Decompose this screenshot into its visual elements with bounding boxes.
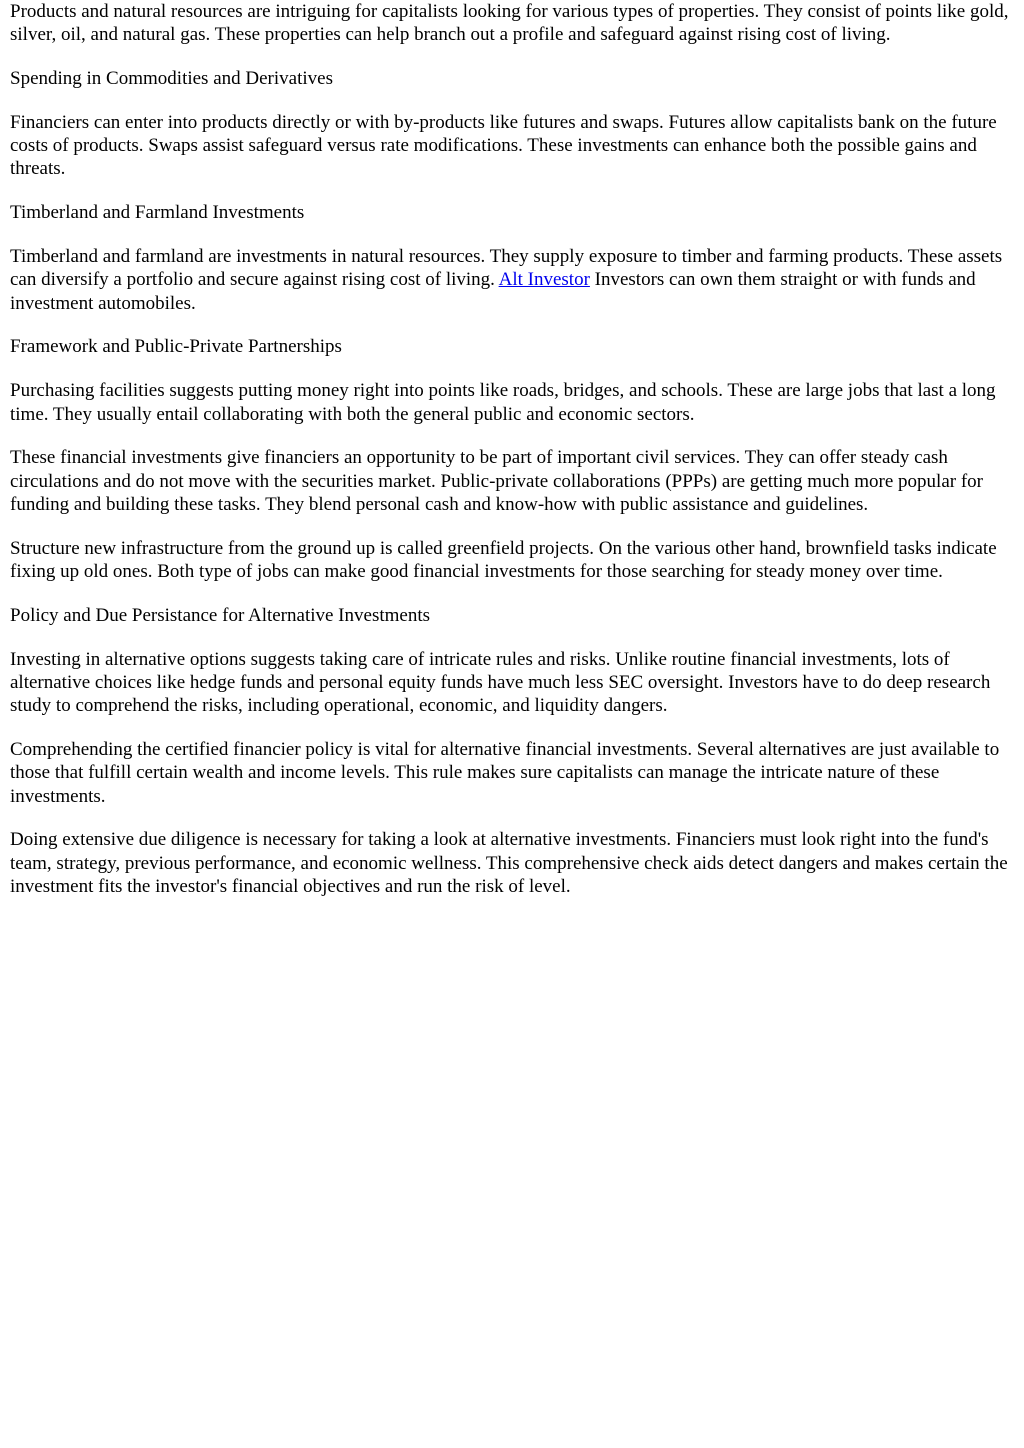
paragraph-timberland-text-before: Timberland and farmland are investments in natural resources. They supply exposure to timber and farming products. These assets can diversify a portfolio and secure against rising cost of living. (10, 246, 1003, 291)
paragraph-facilities: Purchasing facilities suggests putting money right into points like roads, bridges, and schools. These are large jobs that last a long time. They usually entail collaborating with both the general public and economic sectors. (10, 380, 996, 425)
paragraph-timberland-text-after: Investors can own them straight or with funds and investment automobiles. (10, 269, 976, 314)
paragraph-greenfield-brownfield: Structure new infrastructure from the ground up is called greenfield projects. On the various other hand, brownfield tasks indicate fixing up old ones. Both type of jobs can make good financial investments for those searching for steady money over time. (10, 537, 997, 583)
article-body (10, 0, 1014, 898)
heading-timberland-farmland: Timberland and Farmland Investments (10, 202, 305, 224)
heading-framework-ppp: Framework and Public-Private Partnerships (10, 336, 342, 358)
alt-investor-link[interactable]: Alt Investor (498, 269, 590, 291)
paragraph-derivatives: Financiers can enter into products directly or with by-products like futures and swaps. Futures allow capitalists bank on the future costs of products. Swaps assist safeguard versus rate modifications. These investments can enhance both the possible gains and threats. (10, 111, 997, 180)
paragraph-commodities-intro: Products and natural resources are intriguing for capitalists looking for various types of properties. They consist of points like gold, silver, oil, and natural gas. These properties can help branch out a profile and safeguard against rising cost of living. (10, 1, 1009, 46)
paragraph-rules-risks: Investing in alternative options suggests taking care of intricate rules and risks. Unlike routine financial investments, lots of alternative choices like hedge funds and personal equity funds have much less SEC oversight. Investors have to do deep research study to comprehend the risks, including operational, economic, and liquidity dangers. (10, 648, 991, 717)
paragraph-timberland (10, 245, 1014, 315)
paragraph-certified-financier: Comprehending the certified financier policy is vital for alternative financial investments. Several alternatives are just available to those that fulfill certain wealth and income levels. This rule makes sure capitalists can manage the intricate nature of these investments. (10, 739, 1000, 807)
heading-policy-due-persistance: Policy and Due Persistance for Alternative Investments (10, 604, 431, 626)
paragraph-due-diligence: Doing extensive due diligence is necessary for taking a look at alternative investments. Financiers must look right into the fund's team, strategy, previous performance, and economic wellness. This comprehensive check aids detect dangers and makes certain the investment fits the investor's financial objectives and run the risk of level. (10, 829, 1008, 898)
paragraph-civil-services: These financial investments give financiers an opportunity to be part of important civil services. They can offer steady cash circulations and do not move with the securities market. Public-private collaborations (PPPs) are getting much more popular for funding and building these tasks. They blend personal cash and know-how with public assistance and guidelines. (10, 447, 983, 515)
heading-commodities-derivatives: Spending in Commodities and Derivatives (10, 68, 333, 90)
